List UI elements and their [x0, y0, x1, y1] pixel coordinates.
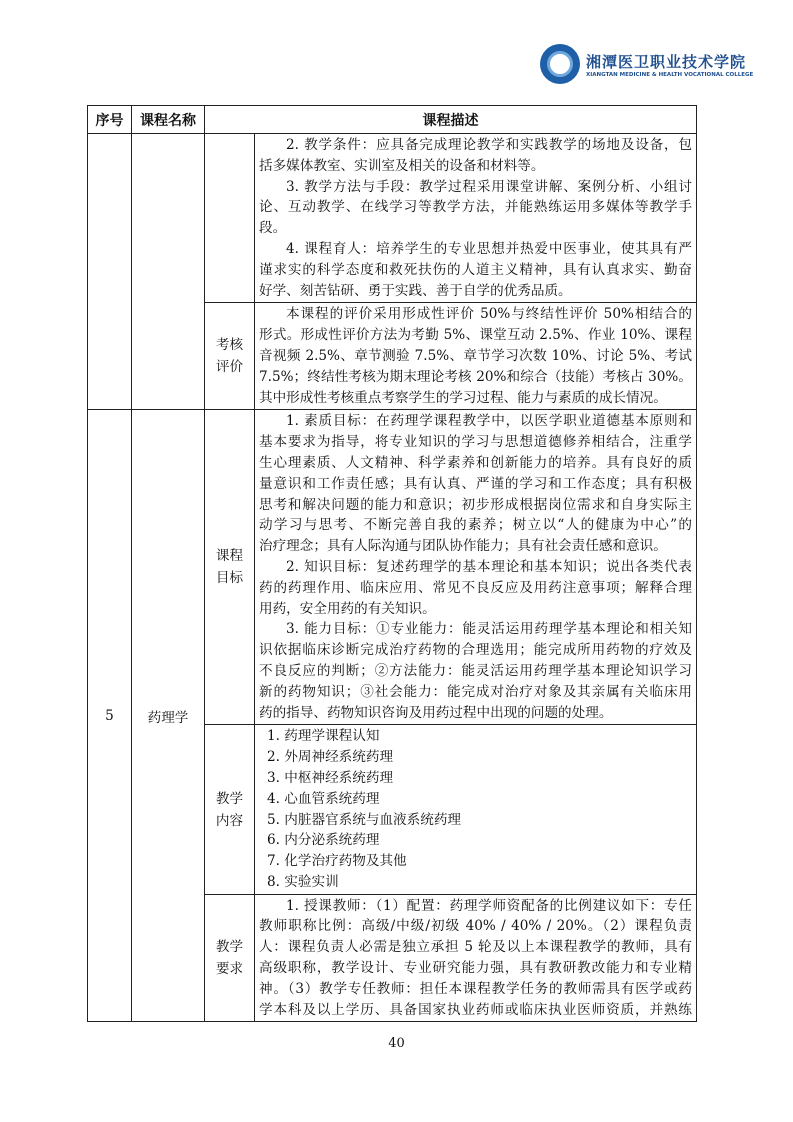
text-line: 音视频 2.5%、章节测验 7.5%、章节学习次数 10%、讨论 5%、考试	[259, 347, 692, 364]
text-line: 识依据临床诊断完成治疗药物的合理选用；能完成所用药物的疗效及	[259, 642, 692, 659]
text-line: 3. 教学方法与手段：教学过程采用课堂讲解、案例分析、小组讨	[286, 178, 692, 195]
cell-course-name	[132, 134, 205, 410]
cell-sub-label-goals: 课程 目标	[205, 410, 255, 725]
list-item: 7. 化学治疗药物及其他	[267, 853, 407, 870]
college-logo	[540, 44, 753, 84]
text-line: 人：课程负责人必需是独立承担 5 轮及以上本课程教学的教师，具有	[259, 939, 692, 956]
text-line: 本课程的评价采用形成性评价 50%与终结性评价 50%相结合的	[286, 306, 692, 323]
text-line: 好学、刻苦钻研、勇于实践、善于自学的优秀品质。	[259, 282, 572, 299]
text-line: 形式。形成性评价方法为考勤 5%、课堂互动 2.5%、作业 10%、课程	[259, 327, 692, 344]
text-line: 2. 知识目标：复述药理学的基本理论和基本知识；说出各类代表	[286, 558, 692, 575]
logo-chinese-name: 湘潭医卫职业技术学院	[586, 52, 747, 71]
text-line: 药的药理作用、临床应用、常见不良反应及用药注意事项；解释合理	[259, 579, 692, 596]
text-line: 治疗理念；具有人际沟通与团队协作能力；具有社会责任感和意识。	[259, 538, 667, 555]
text-line: 教师职称比例：高级/中级/初级 40% / 40% / 20%。（2）课程负责	[259, 918, 692, 935]
text-line: 神。（3）教学专任教师：担任本课程教学任务的教师需具有医学或药	[259, 980, 692, 997]
text-line: 论、互动教学、在线学习等教学方法，并能熟练运用多媒体等教学手	[259, 199, 692, 216]
list-item: 6. 内分泌系统药理	[267, 832, 380, 849]
text-line: 3. 能力目标：①专业能力：能灵活运用药理学基本理论和相关知	[286, 621, 692, 638]
cell-sub-label	[205, 134, 255, 303]
logo-english-name: XIANGTAN MEDICINE & HEALTH VOCATIONAL COLLEGE	[586, 71, 754, 78]
list-item: 8. 实验实训	[267, 873, 339, 890]
cell-content-list	[255, 725, 697, 894]
cell-course-name: 药理学	[132, 410, 205, 1022]
college-seal-icon	[540, 44, 580, 84]
text-line: 2. 教学条件：应具备完成理论教学和实践教学的场地及设备，包	[286, 137, 692, 153]
assessment-label: 考核评价	[215, 337, 244, 376]
cell-no: 5	[88, 410, 132, 1022]
cell-description	[255, 894, 697, 1022]
text-line: 量意识和工作责任感；具有认真、严谨的学习和工作态度；具有积极	[259, 475, 692, 492]
list-item: 1. 药理学课程认知	[267, 728, 380, 745]
list-item: 5. 内脏器官系统与血液系统药理	[267, 811, 462, 828]
text-line: 1. 素质目标：在药理学课程教学中，以医学职业道德基本原则和	[286, 413, 692, 430]
list-item: 4. 心血管系统药理	[267, 790, 380, 807]
cell-sub-label-requirements: 教学 要求	[205, 894, 255, 1022]
list-item: 3. 中枢神经系统药理	[267, 769, 394, 786]
list-item: 2. 外周神经系统药理	[267, 749, 394, 766]
header-course-name: 课程名称	[132, 106, 205, 134]
text-line: 谨求实的科学态度和救死扶伤的人道主义精神，具有认真求实、勤奋	[259, 261, 692, 278]
text-line: 其中形成性考核重点考察学生的学习过程、能力与素质的成长情况。	[259, 389, 667, 406]
cell-description	[255, 134, 697, 303]
table-row	[88, 410, 697, 725]
course-table	[87, 105, 697, 1022]
header-description: 课程描述	[205, 106, 697, 134]
cell-no	[88, 134, 132, 410]
cell-sub-label-assessment	[205, 303, 255, 410]
text-line: 7.5%；终结性考核为期末理论考核 20%和综合（技能）考核占 30%。	[259, 368, 692, 385]
text-line: 段。	[259, 220, 287, 237]
text-line: 学本科及以上学历、具备国家执业药师或临床执业医师资质，并熟练	[259, 1001, 692, 1018]
text-line: 4. 课程育人：培养学生的专业思想并热爱中医事业，使其具有严	[286, 240, 692, 257]
text-line: 生心理素质、人文精神、科学素养和创新能力的培养。具有良好的质	[259, 454, 692, 471]
cell-description	[255, 410, 697, 725]
cell-description	[255, 303, 697, 410]
table-row	[88, 134, 697, 303]
text-line: 高级职称，教学设计、专业研究能力强，具有教研教改能力和专业精	[259, 960, 692, 977]
text-line: 用药，安全用药的有关知识。	[259, 600, 436, 617]
text-line: 括多媒体教室、实训室及相关的设备和材料等。	[259, 157, 545, 174]
text-line: 新的药物知识；③社会能力：能完成对治疗对象及其亲属有关临床用	[259, 683, 692, 700]
text-line: 不良反应的判断；②方法能力：能灵活运用药理学基本理论知识学习	[259, 662, 692, 679]
text-line: 动学习与思考、不断完善自我的素养；树立以“人的健康为中心”的	[259, 517, 692, 534]
text-line: 1. 授课教师：（1）配置：药理学师资配备的比例建议如下：专任	[286, 897, 692, 914]
page-number: 40	[388, 1036, 405, 1051]
header-no: 序号	[88, 106, 132, 134]
cell-sub-label-content: 教学 内容	[205, 725, 255, 894]
text-line: 思考和解决问题的能力和意识；初步形成根据岗位需求和自身实际主	[259, 496, 692, 513]
table-header-row	[88, 106, 697, 134]
text-line: 药的指导、药物知识咨询及用药过程中出现的问题的处理。	[259, 704, 613, 721]
text-line: 基本要求为指导，将专业知识的学习与思想道德修养相结合，注重学	[259, 434, 692, 451]
